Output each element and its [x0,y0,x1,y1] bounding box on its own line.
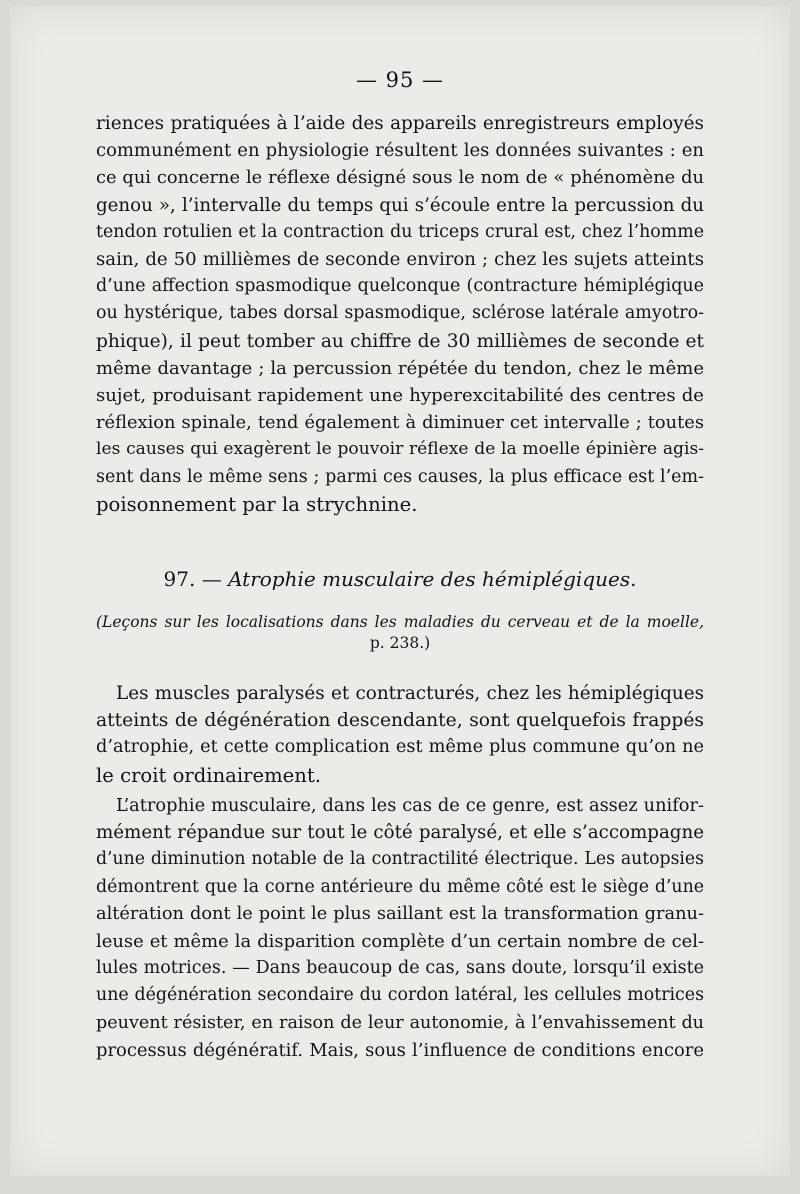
section-heading [10,567,790,591]
text-line: genou », l’intervalle du temps qui s’écoule entre la percussion du [96,194,704,216]
citation-line: (Leçons sur les localisations dans les maladies du cerveau et de la moelle, [96,613,704,631]
text-line: lules motrices. — Dans beaucoup de cas, sans doute, lorsqu’il existe [96,958,704,979]
text-line: peuvent résister, en raison de leur autonomie, à l’envahissement du [96,1012,704,1033]
citation-line: p. 238.) [369,634,431,652]
text-line: riences pratiquées à l’aide des appareils enregistreurs employés [96,113,704,134]
text-line: sent dans le même sens ; parmi ces causes, la plus efficace est l’em- [96,466,704,487]
text-line: d’une affection spasmodique quelconque (contracture hémiplégique [96,276,704,297]
paragraph-atrophy-detail [96,792,704,1064]
text-line: leuse et même la disparition complète d’un certain nombre de cel- [96,931,704,953]
paragraph-physiology [96,110,704,518]
text-line: processus dégénératif. Mais, sous l’influence de conditions encore [96,1039,704,1061]
text-line: démontrent que la corne antérieure du même côté est le siège d’une [96,876,704,897]
citation [96,612,704,654]
text-line: les causes qui exagèrent le pouvoir réflexe de la moelle épinière agis- [96,439,704,460]
text-line: une dégénération secondaire du cordon latéral, les cellules motrices [96,985,704,1006]
text-line: mément répandue sur tout le côté paralysé, et elle s’accompagne [96,822,704,844]
text-line: altération dont le point le plus saillant est la transformation granu- [96,903,704,924]
text-line: sain, de 50 millièmes de seconde environ ; chez les sujets atteints [96,249,704,271]
text-line: sujet, produisant rapidement une hyperexcitabilité des centres de [96,385,704,407]
text-line: ce qui concerne le réflexe désigné sous le nom de « phénomène du [96,167,704,189]
text-line: d’une diminution notable de la contractilité électrique. Les autopsies [96,849,704,870]
text-line: L’atrophie musculaire, dans les cas de ce genre, est assez unifor- [116,795,704,816]
text-line: même davantage ; la percussion répétée du tendon, chez le même [96,357,704,379]
text-line: phique), il peut tomber au chiffre de 30 millièmes de seconde et [96,330,704,352]
text-line: réflexion spinale, tend également à diminuer cet intervalle ; toutes [96,412,704,434]
text-line: communément en physiologie résultent les données suivantes : en [96,140,704,162]
text-line: tendon rotulien et la contraction du triceps crural est, chez l’homme [96,221,704,242]
text-line: d’atrophie, et cette complication est même plus commune qu’on ne [96,737,704,758]
text-line: le croit ordinairement. [96,763,321,787]
book-page [10,6,790,1176]
section-number: 97. — [163,567,222,591]
text-line: ou hystérique, tabes dorsal spasmodique, sclérose latérale amyotro- [96,303,704,324]
paragraph-atrophy-intro [96,680,704,789]
text-line: poisonnement par la strychnine. [96,492,418,516]
section-title: Atrophie musculaire des hémiplégiques. [228,567,637,591]
page-number: — 95 — [355,68,445,92]
text-line: Les muscles paralysés et contracturés, chez les hémiplégiques [116,683,704,704]
text-line: atteints de dégénération descendante, sont quelquefois frappés [96,710,704,732]
